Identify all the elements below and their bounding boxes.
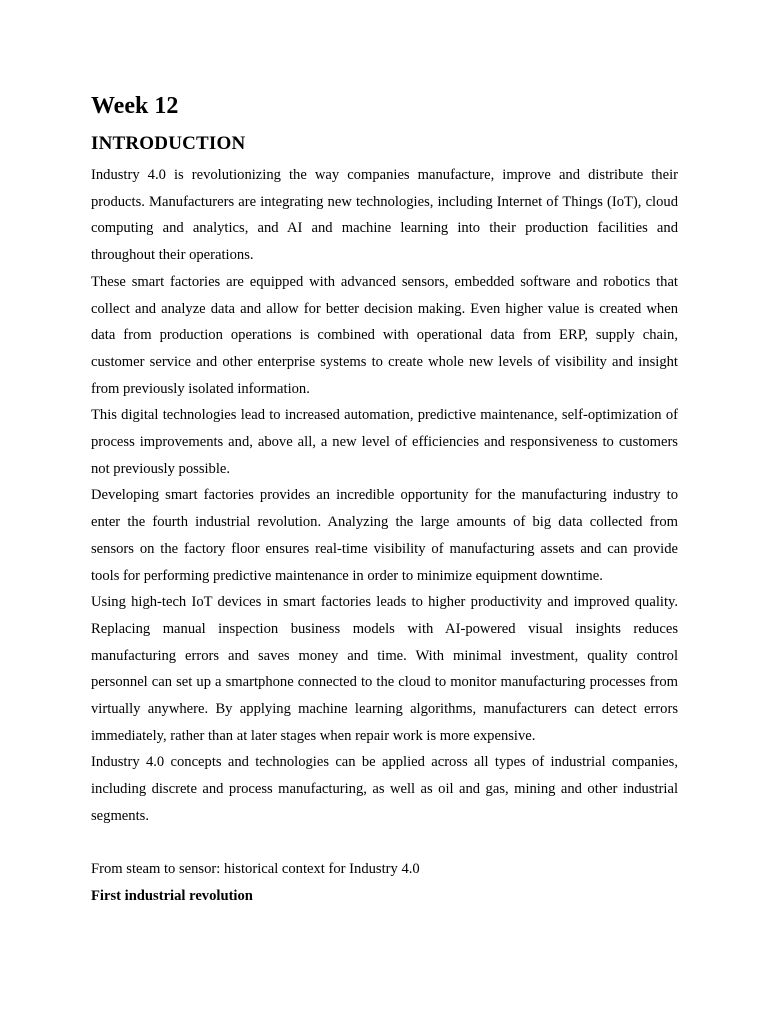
paragraph: Industry 4.0 is revolutionizing the way companies manufacture, improve and distribute their products. Manufacturers are integrating new technologies, including Internet of Things (IoT), cloud computing and analytics, and AI and machine learning into their production facilities and throughout their operations. [91,167,678,264]
document-body [91,90,678,910]
paragraph: Using high-tech IoT devices in smart factories leads to higher productivity and improved quality. Replacing manual inspection business models with AI-powered visual insights reduces manufacturing errors and saves money and time. With minimal investment, quality control personnel can set up a smartphone connected to the cloud to monitor manufacturing processes from virtually anywhere. By applying machine learning algorithms, manufacturers can detect errors immediately, rather than at later stages when repair work is more expensive. [91,594,678,744]
section-subtitle: From steam to sensor: historical context for Industry 4.0 [91,861,420,878]
paragraph: Developing smart factories provides an incredible opportunity for the manufacturing industry to enter the fourth industrial revolution. Analyzing the large amounts of big data collected from sensors on the factory floor ensures real-time visibility of manufacturing assets and can provide tools for performing predictive maintenance in order to minimize equipment downtime. [91,487,678,584]
week-title: Week 12 [91,93,179,119]
paragraph: This digital technologies lead to increased automation, predictive maintenance, self-optimization of process improvements and, above all, a new level of efficiencies and responsiveness to customers not previously possible. [91,407,678,477]
paragraph: These smart factories are equipped with advanced sensors, embedded software and robotics that collect and analyze data and allow for better decision making. Even higher value is created when data from production operations is combined with operational data from ERP, supply chain, customer service and other enterprise systems to create whole new levels of visibility and insight from previously isolated information. [91,273,678,397]
blank-line [91,830,678,857]
section-heading-introduction: INTRODUCTION [91,133,246,154]
paragraph: Industry 4.0 concepts and technologies can be applied across all types of industrial companies, including discrete and process manufacturing, as well as oil and gas, mining and other industrial segments. [91,754,678,824]
subheading-first-industrial-revolution: First industrial revolution [91,887,253,904]
